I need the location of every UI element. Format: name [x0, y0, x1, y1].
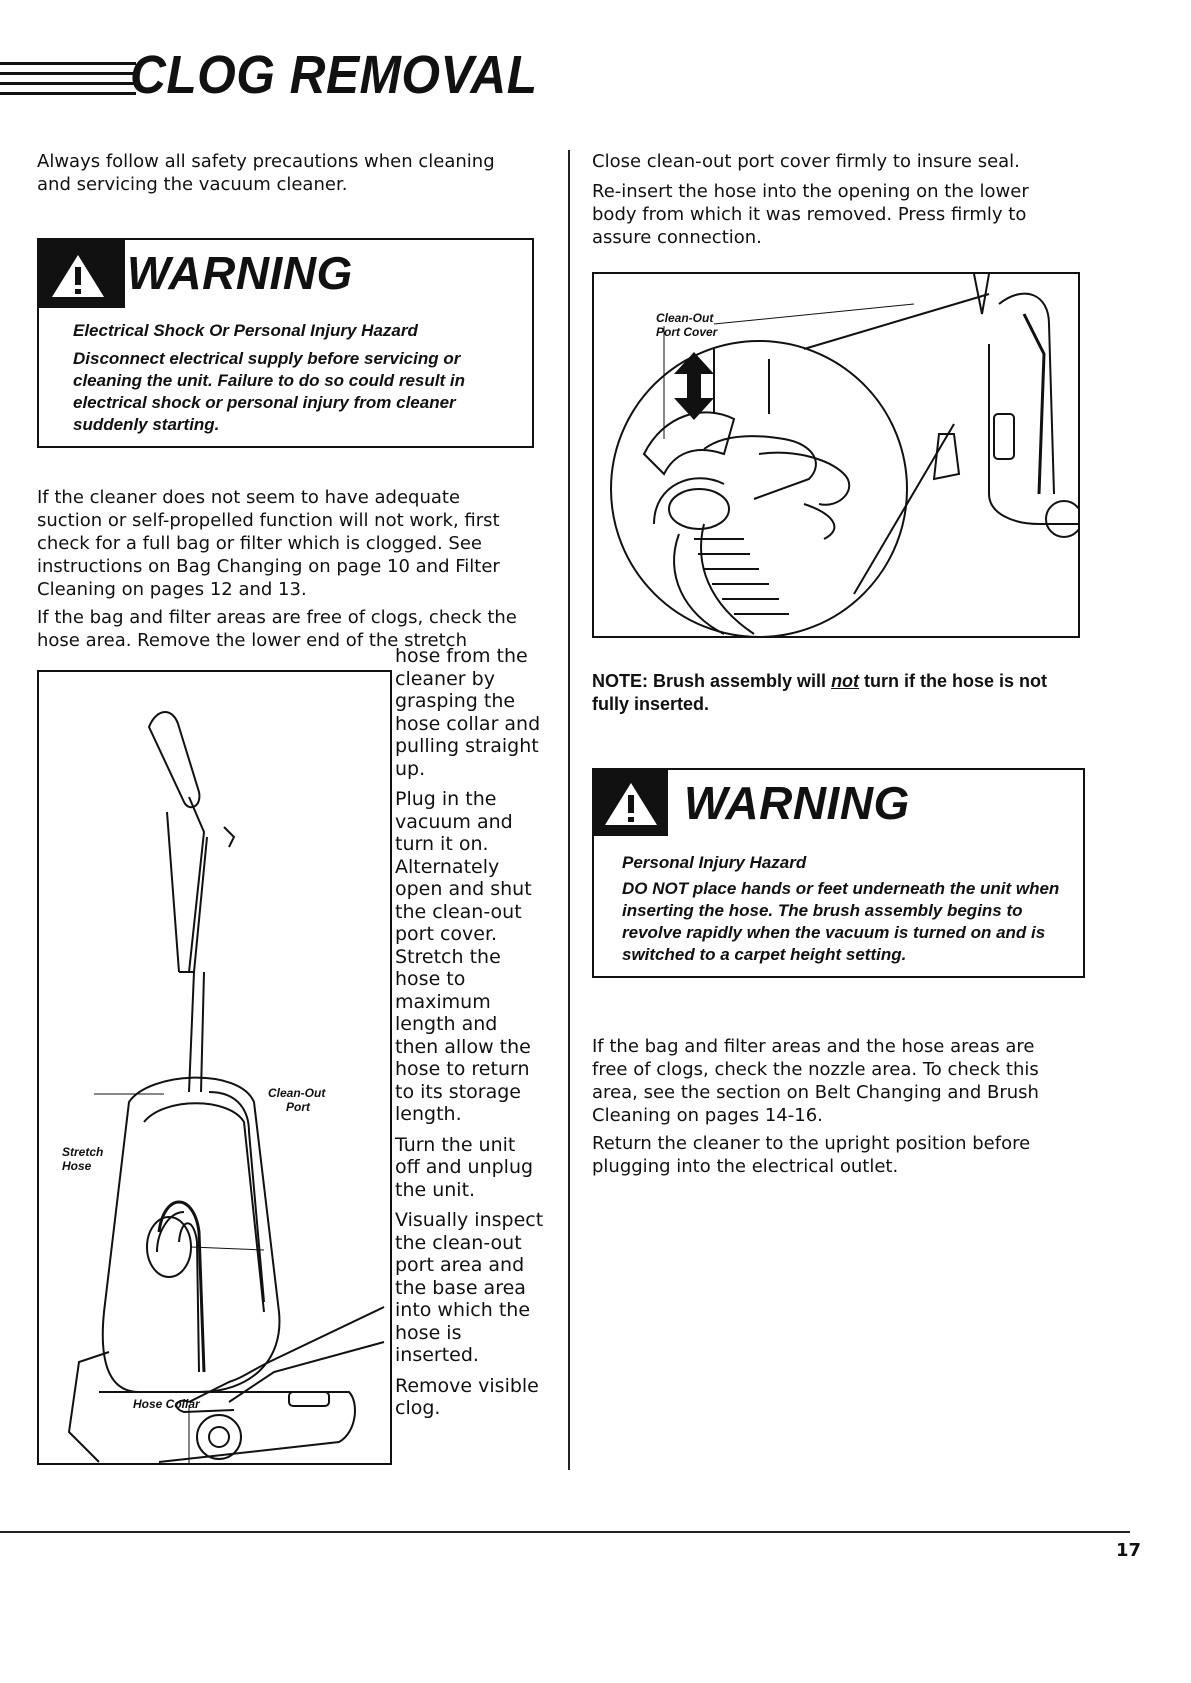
label-hose: Hose — [62, 1159, 92, 1173]
warning-triangle-icon-right — [602, 780, 660, 828]
warning-box-injury — [592, 768, 1085, 978]
instruction-remove-clog: Remove visible clog. — [395, 1374, 539, 1419]
paragraph-hose-area: If the bag and filter areas are free of clogs, check the hose area. Remove the lower end of the stretch — [37, 607, 517, 651]
paragraph-reinsert: Re-insert the hose into the opening on the lower body from which it was removed. Press firmly to assure connection. — [592, 181, 1029, 248]
label-clean-out-right: Clean-Out — [656, 311, 714, 325]
up-down-arrow-icon — [674, 352, 714, 420]
paragraph-suction: If the cleaner does not seem to have adequate suction or self-propelled function will not work, first check for a full bag or filter which is clogged. See instructions on Bag Changing on page 10 and Filter Cleaning on pages 12 and 13. — [37, 487, 500, 600]
figure-upright-vacuum — [37, 670, 392, 1465]
warning-box-electrical — [37, 238, 534, 448]
narrow-instructions — [395, 645, 545, 1428]
instruction-turn-off: Turn the unit off and unplug the unit. — [395, 1133, 534, 1201]
intro-paragraph: Always follow all safety precautions when cleaning and servicing the vacuum cleaner. — [37, 151, 495, 195]
warning-text-right: DO NOT place hands or feet underneath the unit when inserting the hose. The brush assembly begins to revolve rapidly when the vacuum is turned on and is switched to a carpet height setting. — [622, 879, 1060, 964]
warning-text: Disconnect electrical supply before servicing or cleaning the unit. Failure to do so could result in electrical shock or personal injury from cleaner suddenly starting. — [73, 349, 465, 434]
vacuum-illustration — [39, 672, 392, 1465]
instruction-remove-hose: hose from the cleaner by grasping the hose collar and pulling straight up. — [395, 645, 541, 780]
label-stretch: Stretch — [62, 1145, 104, 1159]
title-rule-lines — [0, 62, 136, 96]
label-port-cover: Port Cover — [656, 325, 718, 339]
paragraph-close-port: Close clean-out port cover firmly to insure seal. — [592, 151, 1020, 172]
footer-rule — [0, 1531, 1130, 1533]
label-hose-collar: Hose Collar — [133, 1397, 200, 1411]
warning-triangle-icon — [49, 252, 107, 300]
instruction-inspect: Visually inspect the clean-out port area and the base area into which the hose is inserted. — [395, 1209, 544, 1366]
label-clean-out: Clean-Out — [268, 1086, 326, 1100]
column-divider — [568, 150, 570, 1470]
warning-title: WARNING — [127, 247, 353, 299]
paragraph-return-upright: Return the cleaner to the upright position before plugging into the electrical outlet. — [592, 1133, 1031, 1177]
warning-hazard: Electrical Shock Or Personal Injury Hazard — [73, 321, 418, 340]
label-port: Port — [286, 1100, 310, 1114]
note-brush-assembly: NOTE: Brush assembly will not turn if the hose is not fully inserted. — [592, 671, 1048, 714]
warning-title-right: WARNING — [684, 777, 910, 829]
page-number: 17 — [1116, 1540, 1142, 1561]
paragraph-nozzle: If the bag and filter areas and the hose areas are free of clogs, check the nozzle area. To check this area, see the section on Belt Changing and Brush Cleaning on pages 14-16. — [592, 1036, 1039, 1126]
instruction-plug-in: Plug in the vacuum and turn it on. Alternately open and shut the clean-out port cover. Stretch the hose to maximum length and then allow the hose to return to its storage length. — [395, 788, 532, 1125]
page-title: CLOG REMOVAL — [130, 45, 538, 105]
warning-hazard-right: Personal Injury Hazard — [622, 853, 807, 872]
